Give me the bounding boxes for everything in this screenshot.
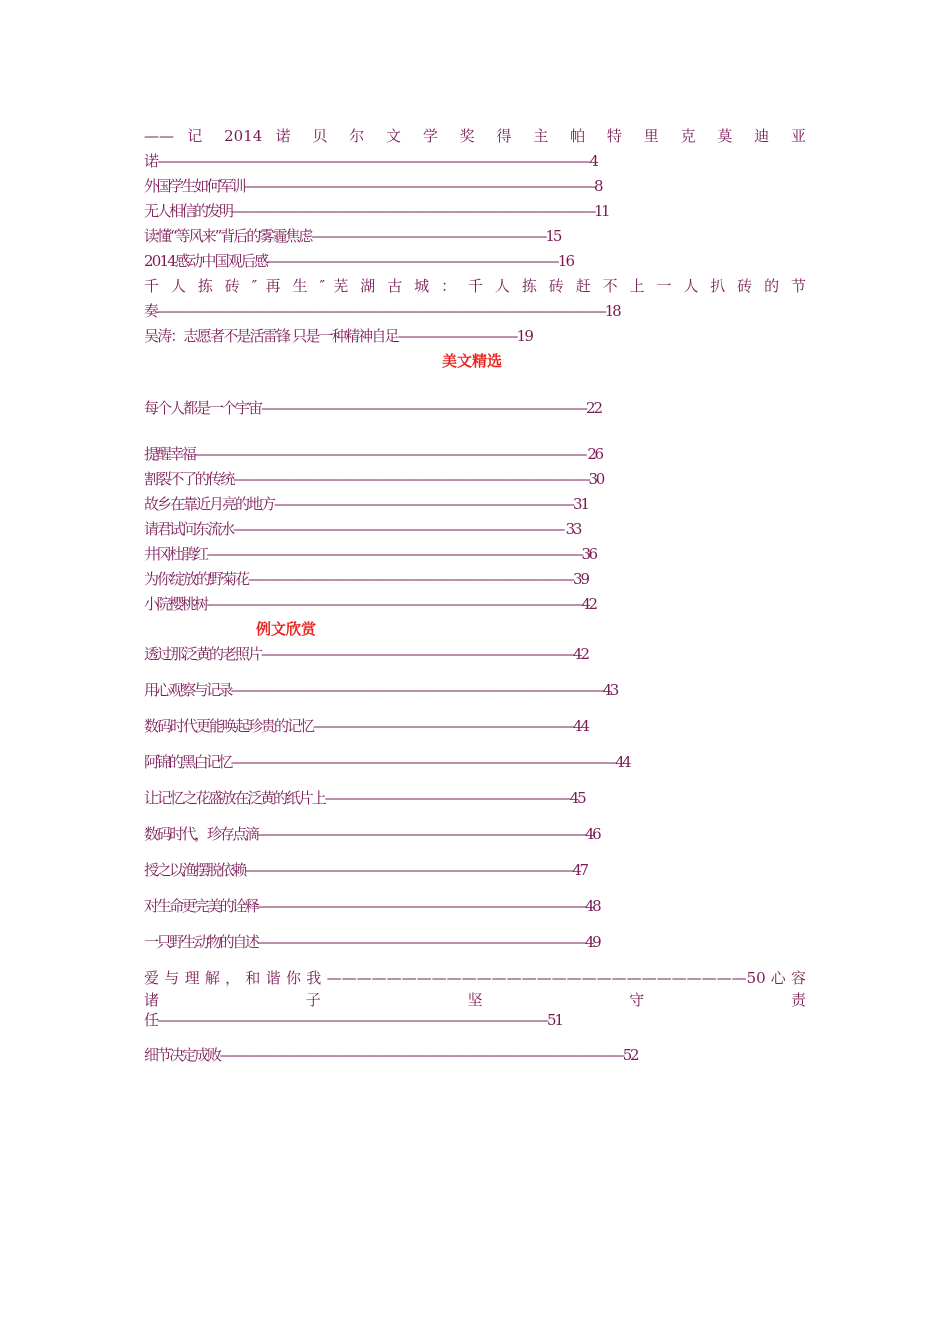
toc-line-nobel-cont: 诺————————————————————————————————4 (144, 152, 598, 170)
toc-line-ajin: 阿锦的黑白记忆———————————————————————————————44 (144, 753, 630, 771)
toc-line-aiyulijie: 爱 与 理 解 ， 和 谐 你 我 ————————————————————————————50 心 容 诸 子 坚 守 责 (144, 969, 806, 1009)
toc-line-zhiyuanzhe: 吴涛：志愿者不是活雷锋 只是一种精神自足—————————19 (144, 327, 533, 345)
toc-line-chuantong: 割裂不了的传统————————————————————————————30 (144, 470, 603, 488)
toc-line-jiyizhihua: 让记忆之花盛放在泛黄的纸片上———————————————————45 (144, 789, 585, 807)
toc-line-yingtao: 小院樱桃树——————————————————————————————42 (144, 595, 596, 613)
toc-line-yesheng: 一只野生动物的自述——————————————————————————49 (144, 933, 600, 951)
toc-line-shouyu: 授之以渔摆脱依赖——————————————————————————47 (144, 861, 587, 879)
toc-line-yejuhua: 为你绽放的野菊花—————————————————————————39 (144, 570, 589, 588)
section-heading-meiwen: 美文精选 (442, 352, 503, 370)
toc-line-nobel: —— 记 2014 诺 贝 尔 文 学 奖 得 主 帕 特 里 克 莫 迪 亚 (144, 127, 806, 145)
toc-line-guxiang: 故乡在靠近月亮的地方———————————————————————31 (144, 495, 589, 513)
toc-line-zhencun: 数码时代，珍存点滴——————————————————————————46 (144, 825, 600, 843)
toc-line-wumai: 读懂“等风来”背后的雾霾焦虑——————————————————15 (144, 227, 561, 245)
toc-line-wuhu-cont: 奏———————————————————————————————————18 (144, 302, 620, 320)
toc-line-laozhaopian: 透过那泛黄的老照片————————————————————————42 (144, 645, 589, 663)
toc-line-ganDong: 2014感动中国观后感——————————————————————16 (144, 252, 574, 270)
toc-line-shuma-jiyi: 数码时代更能唤起珍贵的记忆————————————————————44 (144, 717, 589, 735)
toc-line-zeren: 任——————————————————————————————51 (144, 1011, 563, 1029)
toc-line-dujuan: 井冈杜鹃红——————————————————————————————36 (144, 545, 596, 563)
toc-line-liushui: 请君试问东流水—————————————————————————— 33 (144, 520, 581, 538)
toc-line-quanshi: 对生命更完美的诠释——————————————————————————48 (144, 897, 600, 915)
toc-line-xingfu: 提醒幸福——————————————————————————————— 26 (144, 445, 602, 463)
toc-line-yuzhou: 每个人都是一个宇宙—————————————————————————22 (144, 399, 602, 417)
section-heading-liwen: 例文欣赏 (256, 620, 317, 638)
toc-line-faming: 无人相信的发明—————————————————————————————11 (144, 202, 609, 220)
toc-line-wuhu: 千 人 拣 砖 ″ 再 生 ″ 芜 湖 古 城 ： 千 人 拣 砖 赶 不 上 一 人 扒 砖 的 节 (144, 277, 806, 295)
toc-line-junxun: 外国学生如何军训————————————————————————————8 (144, 177, 602, 195)
toc-line-guancha: 用心观察与记录——————————————————————————————43 (144, 681, 617, 699)
toc-line-xijie: 细节决定成败————————————————————————————————52 (144, 1046, 638, 1064)
